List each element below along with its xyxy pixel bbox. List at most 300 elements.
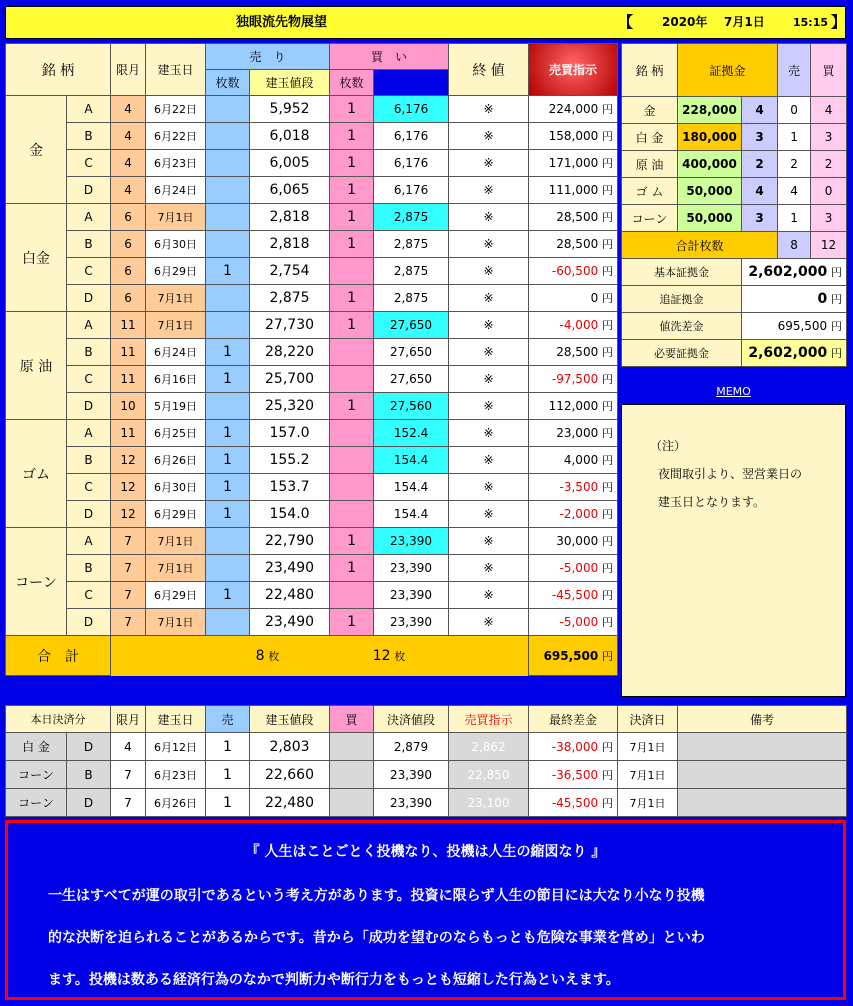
- table-row: [6, 339, 618, 366]
- buy-count: [330, 258, 374, 285]
- margin-table: [621, 43, 847, 367]
- close-price: 154.4: [374, 474, 449, 501]
- contract-month: 12: [111, 447, 146, 474]
- summary-label: 追証拠金: [622, 286, 742, 313]
- sell-count: 1: [206, 366, 250, 393]
- trade-instruction[interactable]: ※: [449, 312, 529, 339]
- summary-amount: 2,602,000: [748, 345, 828, 361]
- contract-month: 10: [111, 393, 146, 420]
- contract-month: 4: [111, 123, 146, 150]
- yen-unit: 円: [602, 319, 614, 332]
- buy-count: 1: [330, 231, 374, 258]
- trade-instruction[interactable]: ※: [449, 96, 529, 123]
- memo-line: （注）: [650, 439, 687, 453]
- margin-sell-count: 1: [778, 205, 811, 232]
- margin-total-sell: 8: [778, 232, 811, 259]
- margin-header-uri: 売: [778, 44, 811, 97]
- table-row: [6, 582, 618, 609]
- close-price: 154.4: [374, 501, 449, 528]
- buy-count: [330, 339, 374, 366]
- diff-value: 0: [590, 291, 599, 305]
- settle-note: [678, 733, 847, 761]
- trade-instruction[interactable]: ※: [449, 420, 529, 447]
- contract-month: 4: [111, 150, 146, 177]
- buy-count: 1: [330, 393, 374, 420]
- table-row: [6, 609, 618, 636]
- yen-unit: 円: [602, 184, 614, 197]
- table-row: [6, 789, 847, 817]
- settle-header-label: 本日決済分: [6, 706, 111, 733]
- close-price: 23,390: [374, 528, 449, 555]
- total-diff-value: 695,500: [543, 648, 599, 663]
- buy-count: 1: [330, 312, 374, 339]
- settle-price: 22,480: [250, 789, 330, 817]
- trade-instruction[interactable]: ※: [449, 177, 529, 204]
- yen-unit: 円: [602, 535, 614, 548]
- buy-count: 1: [330, 609, 374, 636]
- contract-month: 6: [111, 258, 146, 285]
- buy-count: 1: [330, 123, 374, 150]
- sell-count: [206, 528, 250, 555]
- yen-unit: 円: [602, 481, 614, 494]
- settle-close: 2,879: [374, 733, 449, 761]
- contract-id: B: [67, 555, 111, 582]
- settle-diff: [529, 733, 618, 761]
- settle-contract-id: B: [67, 761, 111, 789]
- margin-buy-count: 0: [811, 178, 847, 205]
- summary-label: 値洗差金: [622, 313, 742, 340]
- contract-month: 11: [111, 339, 146, 366]
- trade-instruction[interactable]: ※: [449, 123, 529, 150]
- contract-month: 12: [111, 501, 146, 528]
- settle-header-baibai-shiji: 売買指示: [449, 706, 529, 733]
- settle-header-gengetsu: 限月: [111, 706, 146, 733]
- contract-id: B: [67, 447, 111, 474]
- commodity-name: 白金: [6, 204, 67, 312]
- yen-unit: 円: [602, 616, 614, 629]
- total-buy-unit: 枚: [394, 649, 406, 663]
- contract-month: 4: [111, 96, 146, 123]
- position-date: 6月30日: [146, 231, 206, 258]
- header-time: 15:15: [793, 16, 829, 29]
- settle-header-tategyoku-nedan: 建玉値段: [250, 706, 330, 733]
- mark-to-market-diff: [529, 474, 618, 501]
- position-price: 25,700: [250, 366, 330, 393]
- margin-sell-count: 0: [778, 97, 811, 124]
- settle-close: 23,390: [374, 789, 449, 817]
- position-price: 23,490: [250, 555, 330, 582]
- settle-header-kai: 買: [330, 706, 374, 733]
- commodity-name: コーン: [6, 528, 67, 636]
- trade-instruction[interactable]: ※: [449, 393, 529, 420]
- position-date: 6月29日: [146, 501, 206, 528]
- settle-instruction: 23,100: [449, 789, 529, 817]
- summary-amount: 695,500: [777, 319, 828, 333]
- memo-box: [621, 404, 846, 697]
- yen-unit: 円: [602, 562, 614, 575]
- close-price: 27,650: [374, 339, 449, 366]
- position-date: 7月1日: [146, 312, 206, 339]
- settle-month: 7: [111, 761, 146, 789]
- sell-count: 1: [206, 447, 250, 474]
- position-price: 6,005: [250, 150, 330, 177]
- contract-id: C: [67, 474, 111, 501]
- close-price: 6,176: [374, 96, 449, 123]
- close-price: 27,560: [374, 393, 449, 420]
- yen-unit: 円: [602, 740, 613, 754]
- quote-line: 的な決断を迫られることがあるからです。昔から「成功を望むのならもっとも危険な事業を営め」といわ: [48, 930, 705, 946]
- settle-price: 2,803: [250, 733, 330, 761]
- contract-month: 6: [111, 204, 146, 231]
- margin-sell-count: 1: [778, 124, 811, 151]
- yen-unit: 円: [602, 103, 614, 116]
- yen-unit: 円: [831, 293, 843, 306]
- trade-instruction[interactable]: ※: [449, 285, 529, 312]
- yen-unit: 円: [602, 400, 614, 413]
- table-row: [6, 555, 618, 582]
- contract-month: 6: [111, 231, 146, 258]
- table-row: [6, 204, 618, 231]
- diff-value: 28,500: [556, 237, 599, 251]
- margin-amount: 228,000: [678, 97, 742, 124]
- quote-line: 一生はすべてが運の取引であるという考え方があります。投資に限らず人生の節目には大なり小なり投機: [48, 888, 705, 904]
- margin-header-shokokin: 証拠金: [678, 44, 778, 97]
- margin-sell-count: 4: [778, 178, 811, 205]
- contract-month: 7: [111, 609, 146, 636]
- margin-multiplier: 2: [742, 151, 778, 178]
- contract-month: 4: [111, 177, 146, 204]
- header-gengetsu: 限月: [111, 44, 146, 96]
- summary-value: [742, 259, 847, 286]
- table-row: [6, 150, 618, 177]
- buy-count: [330, 366, 374, 393]
- settle-buy: [330, 733, 374, 761]
- close-price: 2,875: [374, 231, 449, 258]
- position-price: 2,754: [250, 258, 330, 285]
- settle-sell: 1: [206, 761, 250, 789]
- position-price: 2,818: [250, 204, 330, 231]
- settle-settlement-date: 7月1日: [618, 789, 678, 817]
- yen-unit: 円: [602, 373, 614, 386]
- table-row: [6, 258, 618, 285]
- sell-count: 1: [206, 258, 250, 285]
- sell-count: 1: [206, 501, 250, 528]
- trade-instruction[interactable]: ※: [449, 555, 529, 582]
- quote-box: [5, 820, 846, 1000]
- settle-close: 23,390: [374, 761, 449, 789]
- position-date: 7月1日: [146, 528, 206, 555]
- buy-count: 1: [330, 285, 374, 312]
- margin-multiplier: 3: [742, 205, 778, 232]
- commodity-name: 原 油: [6, 312, 67, 420]
- mark-to-market-diff: [529, 366, 618, 393]
- table-row: [6, 231, 618, 258]
- position-date: 6月16日: [146, 366, 206, 393]
- contract-month: 7: [111, 582, 146, 609]
- commodity-name: 金: [6, 96, 67, 204]
- mark-to-market-diff: [529, 123, 618, 150]
- sell-count: 1: [206, 420, 250, 447]
- margin-multiplier: 3: [742, 124, 778, 151]
- contract-id: B: [67, 339, 111, 366]
- sell-count: [206, 204, 250, 231]
- settlement-table: [5, 705, 847, 817]
- position-price: 28,220: [250, 339, 330, 366]
- contract-id: D: [67, 177, 111, 204]
- mark-to-market-diff: [529, 582, 618, 609]
- settle-date: 6月12日: [146, 733, 206, 761]
- contract-month: 11: [111, 420, 146, 447]
- contract-month: 11: [111, 312, 146, 339]
- diff-value: -3,500: [559, 480, 599, 494]
- contract-id: C: [67, 366, 111, 393]
- margin-header-meigara: 銘 柄: [622, 44, 678, 97]
- table-row: [6, 393, 618, 420]
- buy-count: [330, 474, 374, 501]
- margin-header-kai: 買: [811, 44, 847, 97]
- buy-count: [330, 420, 374, 447]
- bracket-open: 【: [618, 13, 634, 31]
- yen-unit: 円: [602, 238, 614, 251]
- sell-count: 1: [206, 582, 250, 609]
- contract-id: B: [67, 231, 111, 258]
- position-date: 6月30日: [146, 474, 206, 501]
- margin-commodity: 金: [622, 97, 678, 124]
- settle-contract-id: D: [67, 733, 111, 761]
- trade-instruction[interactable]: ※: [449, 474, 529, 501]
- settle-contract-id: D: [67, 789, 111, 817]
- trade-instruction[interactable]: ※: [449, 609, 529, 636]
- position-date: 7月1日: [146, 555, 206, 582]
- sell-count: [206, 123, 250, 150]
- margin-sell-count: 2: [778, 151, 811, 178]
- settle-header-kessai-nedan: 決済値段: [374, 706, 449, 733]
- diff-value: 4,000: [563, 453, 599, 467]
- yen-unit: 円: [602, 265, 614, 278]
- margin-commodity: 白 金: [622, 124, 678, 151]
- position-price: 155.2: [250, 447, 330, 474]
- sell-count: [206, 177, 250, 204]
- trade-instruction[interactable]: ※: [449, 150, 529, 177]
- contract-id: B: [67, 123, 111, 150]
- position-price: 2,818: [250, 231, 330, 258]
- contract-id: A: [67, 528, 111, 555]
- trade-instruction[interactable]: ※: [449, 231, 529, 258]
- sell-count: [206, 312, 250, 339]
- contract-id: D: [67, 609, 111, 636]
- total-buy-value: 12: [372, 647, 391, 664]
- yen-unit: 円: [602, 768, 613, 782]
- buy-count: [330, 582, 374, 609]
- total-spacer: [449, 636, 529, 676]
- memo-line: 夜間取引より、翌営業日の: [658, 467, 803, 481]
- total-diff: [529, 636, 618, 676]
- header-meigara: 銘 柄: [6, 44, 111, 96]
- buy-count: 1: [330, 96, 374, 123]
- table-row: [6, 501, 618, 528]
- trade-instruction[interactable]: ※: [449, 447, 529, 474]
- diff-value: -36,500: [551, 767, 599, 782]
- trade-instruction[interactable]: ※: [449, 528, 529, 555]
- yen-unit: 円: [602, 649, 614, 663]
- settle-commodity: 白 金: [6, 733, 67, 761]
- position-price: 153.7: [250, 474, 330, 501]
- bracket-close: 】: [831, 13, 847, 31]
- settle-commodity: コーン: [6, 789, 67, 817]
- contract-month: 11: [111, 366, 146, 393]
- yen-unit: 円: [831, 266, 843, 279]
- yen-unit: 円: [602, 508, 614, 521]
- margin-buy-count: 3: [811, 124, 847, 151]
- yen-unit: 円: [602, 796, 613, 810]
- close-price: 2,875: [374, 285, 449, 312]
- table-row: [6, 420, 618, 447]
- buy-count: 1: [330, 204, 374, 231]
- buy-count: [330, 501, 374, 528]
- margin-total-label: 合計枚数: [622, 232, 778, 259]
- margin-amount: 180,000: [678, 124, 742, 151]
- settle-date: 6月26日: [146, 789, 206, 817]
- diff-value: 111,000: [548, 183, 599, 197]
- position-date: 5月19日: [146, 393, 206, 420]
- contract-id: A: [67, 420, 111, 447]
- summary-amount: 2,602,000: [748, 264, 828, 280]
- close-price: 6,176: [374, 123, 449, 150]
- mark-to-market-diff: [529, 258, 618, 285]
- mark-to-market-diff: [529, 528, 618, 555]
- margin-buy-count: 3: [811, 205, 847, 232]
- close-price: 152.4: [374, 420, 449, 447]
- diff-value: -2,000: [559, 507, 599, 521]
- yen-unit: 円: [831, 320, 843, 333]
- header-tategyokubi: 建玉日: [146, 44, 206, 96]
- close-price: 23,390: [374, 609, 449, 636]
- table-row: [6, 474, 618, 501]
- yen-unit: 円: [602, 589, 614, 602]
- settle-buy: [330, 789, 374, 817]
- contract-month: 6: [111, 285, 146, 312]
- table-row: [6, 123, 618, 150]
- margin-total-buy: 12: [811, 232, 847, 259]
- position-price: 23,490: [250, 609, 330, 636]
- table-row: [6, 177, 618, 204]
- close-price: 2,875: [374, 258, 449, 285]
- page-title: 独眼流先物展望: [236, 15, 328, 30]
- settle-note: [678, 789, 847, 817]
- position-date: 6月24日: [146, 339, 206, 366]
- summary-label: 必要証拠金: [622, 340, 742, 367]
- total-label: 合 計: [6, 636, 111, 676]
- sell-count: [206, 96, 250, 123]
- settle-sell: 1: [206, 733, 250, 761]
- close-price: 27,650: [374, 312, 449, 339]
- close-price: 154.4: [374, 447, 449, 474]
- diff-value: 30,000: [556, 534, 599, 548]
- trade-instruction[interactable]: ※: [449, 339, 529, 366]
- buy-count: 1: [330, 177, 374, 204]
- table-row: [6, 285, 618, 312]
- header-tategyoku-nedan: 建玉値段: [250, 70, 330, 96]
- mark-to-market-diff: [529, 204, 618, 231]
- sell-count: [206, 150, 250, 177]
- settle-month: 4: [111, 733, 146, 761]
- trade-instruction[interactable]: ※: [449, 501, 529, 528]
- header-uri: 売 り: [206, 44, 330, 70]
- contract-month: 7: [111, 528, 146, 555]
- position-date: 6月29日: [146, 582, 206, 609]
- summary-amount: 0: [817, 291, 828, 307]
- position-price: 5,952: [250, 96, 330, 123]
- mark-to-market-diff: [529, 312, 618, 339]
- settle-instruction: 2,862: [449, 733, 529, 761]
- settle-header-kessaibi: 決済日: [618, 706, 678, 733]
- contract-month: 12: [111, 474, 146, 501]
- sell-count: [206, 609, 250, 636]
- settle-instruction: 22,850: [449, 761, 529, 789]
- position-price: 157.0: [250, 420, 330, 447]
- summary-value: [742, 313, 847, 340]
- contract-id: A: [67, 204, 111, 231]
- diff-value: -45,500: [551, 795, 599, 810]
- margin-amount: 50,000: [678, 178, 742, 205]
- settle-header-uri: 売: [206, 706, 250, 733]
- trade-instruction[interactable]: ※: [449, 258, 529, 285]
- position-price: 27,730: [250, 312, 330, 339]
- table-row: [6, 761, 847, 789]
- position-date: 6月22日: [146, 96, 206, 123]
- contract-id: C: [67, 582, 111, 609]
- trade-instruction[interactable]: ※: [449, 582, 529, 609]
- margin-multiplier: 4: [742, 178, 778, 205]
- settle-settlement-date: 7月1日: [618, 733, 678, 761]
- mark-to-market-diff: [529, 285, 618, 312]
- mark-to-market-diff: [529, 420, 618, 447]
- close-price: 23,390: [374, 555, 449, 582]
- position-date: 6月24日: [146, 177, 206, 204]
- settle-header-tategyokubi: 建玉日: [146, 706, 206, 733]
- table-row: [6, 447, 618, 474]
- sell-count: [206, 231, 250, 258]
- settle-diff: [529, 789, 618, 817]
- contract-month: 7: [111, 555, 146, 582]
- close-price: 23,390: [374, 582, 449, 609]
- mark-to-market-diff: [529, 96, 618, 123]
- total-spacer: [111, 636, 206, 676]
- header-date: 7月1日: [724, 15, 765, 29]
- header-maisu-sell: 枚数: [206, 70, 250, 96]
- position-price: 22,790: [250, 528, 330, 555]
- header-year: 2020年: [662, 15, 708, 29]
- mark-to-market-diff: [529, 177, 618, 204]
- margin-multiplier: 4: [742, 97, 778, 124]
- settle-diff: [529, 761, 618, 789]
- settle-buy: [330, 761, 374, 789]
- position-price: 25,320: [250, 393, 330, 420]
- memo-title[interactable]: MEMO: [716, 385, 751, 398]
- header-kai: 買 い: [330, 44, 449, 70]
- buy-count: [330, 447, 374, 474]
- yen-unit: 円: [602, 157, 614, 170]
- trade-instruction[interactable]: ※: [449, 204, 529, 231]
- position-date: 7月1日: [146, 204, 206, 231]
- trade-instruction[interactable]: ※: [449, 366, 529, 393]
- commodity-name: ゴム: [6, 420, 67, 528]
- yen-unit: 円: [602, 454, 614, 467]
- title-bar: [5, 6, 846, 39]
- sell-count: [206, 285, 250, 312]
- diff-value: -60,500: [551, 264, 599, 278]
- close-price: 6,176: [374, 177, 449, 204]
